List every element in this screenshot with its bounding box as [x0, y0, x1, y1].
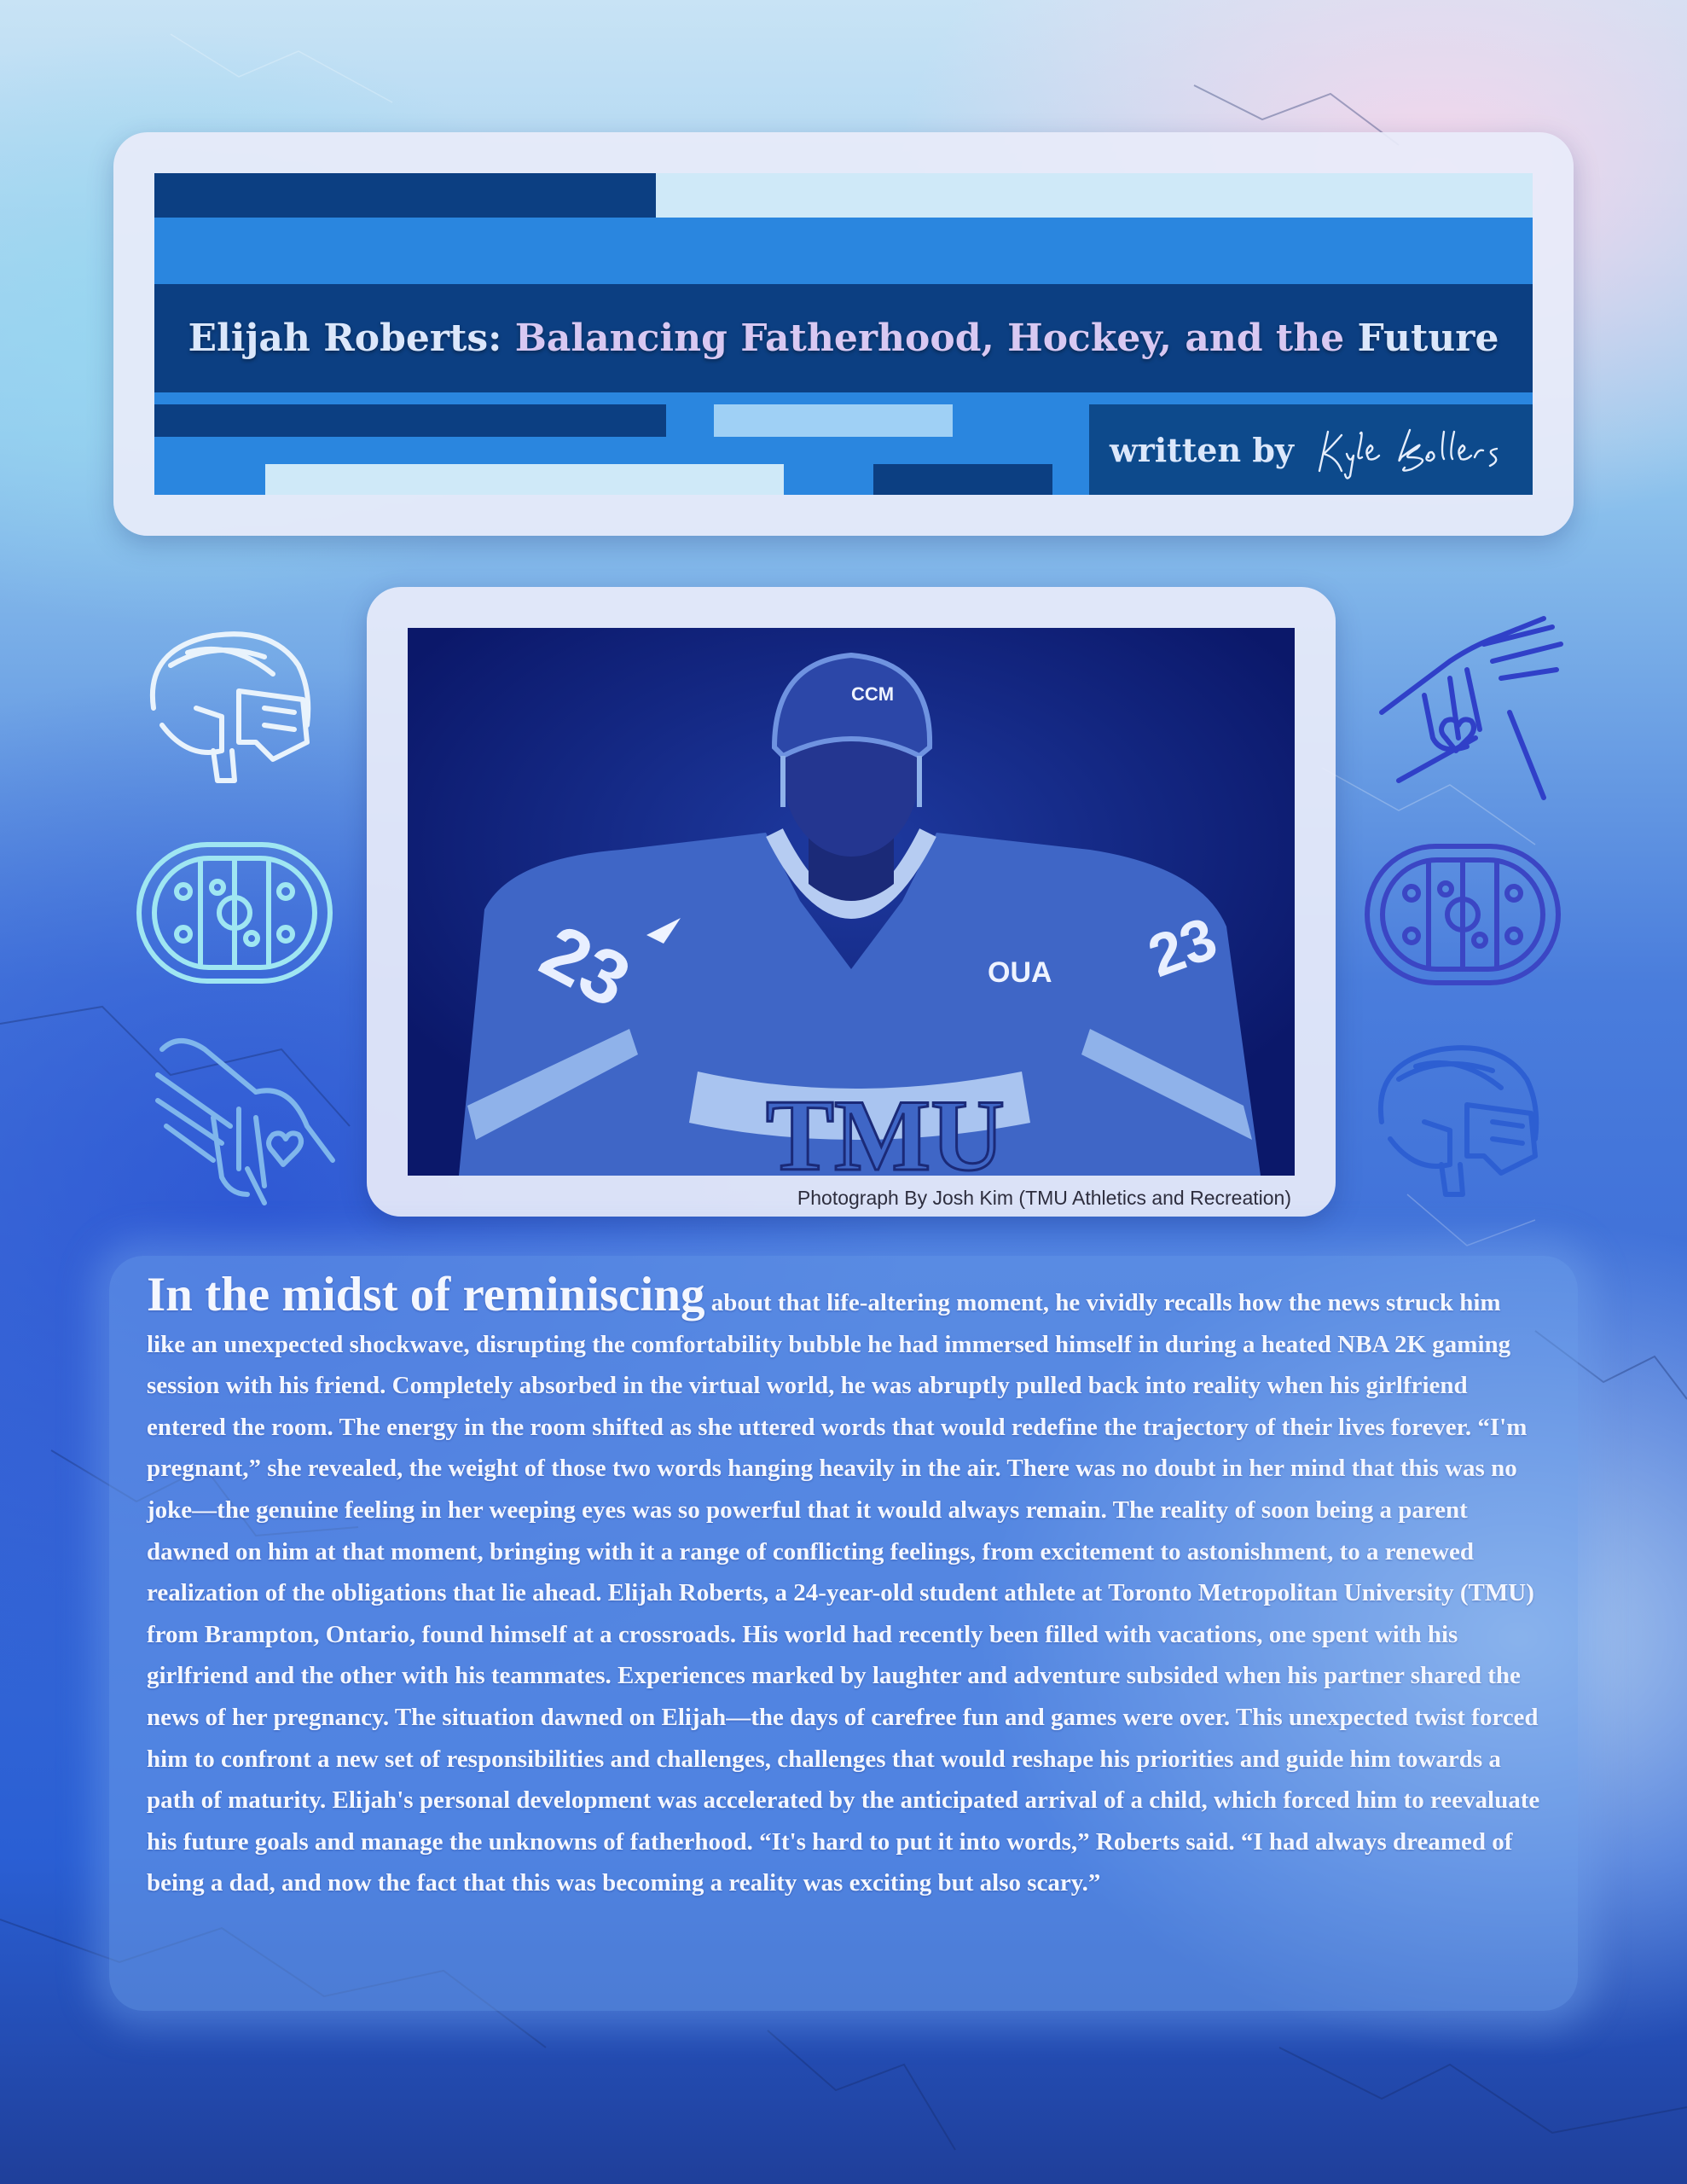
player-photo [408, 628, 1295, 1176]
title-banner [154, 173, 1533, 495]
banner-bar [714, 404, 953, 437]
article-lead-in: In the midst of reminiscing [147, 1268, 705, 1321]
article-paragraph: about that life-altering moment, he vividly recalls how the news struck him like an unexpected shockwave, disrupting the comfortability bubble he had immersed himself in during a heated NBA 2K gaming session with his friend. Completely absorbed in the virtual world, he was abruptly pulled back into reality when his girlfriend entered the room. The energy in the room shifted as she uttered words that would redefine the trajectory of their lives forever. “I'm pregnant,” she revealed, the weight of those two words hanging heavily in the air. There was no doubt in her mind that this was no joke—the genuine feeling in her weeping eyes was so powerful that it would always remain. The reality of soon being a parent dawned on him at that moment, bringing with it a range of conflicting feelings, from excitement to astonishment, to a renewed realization of the obligations that lie ahead. Elijah Roberts, a 24-year-old student athlete at Toronto Metropolitan University (TMU) from Brampton, Ontario, found himself at a crossroads. His world had recently been filled with vacations, one spent with his girlfriend and the other with his teammates. Experiences marked by laughter and adventure subsided when his partner shared the news of her pregnancy. The situation dawned on Elijah—the days of carefree fun and games were over. This unexpected twist forced him to confront a new set of responsibilities and challenges, challenges that would reshape his priorities and guide him towards a path of maturity. Elijah's personal development was accelerated by the anticipated arrival of a child, which forced him to reevaluate his future goals and manage the unknowns of fatherhood. “It's hard to put it into words,” Roberts said. “I had always dreamed of being a dad, and now the fact that this was becoming a reality was exciting but also scary.” [147, 1289, 1540, 1897]
hockey-rink-icon [1360, 829, 1565, 1000]
title-panel [113, 132, 1574, 536]
article-body [147, 1268, 1542, 1904]
hockey-helmet-icon [136, 614, 333, 793]
title-end: Future [1357, 317, 1499, 360]
helping-hands-heart-icon [145, 1024, 341, 1211]
jersey-crest: TMU [766, 1078, 1005, 1176]
banner-bar [656, 173, 1533, 218]
hockey-helmet-icon [1365, 1028, 1561, 1207]
photo-panel [367, 587, 1336, 1217]
helping-hands-heart-icon [1373, 610, 1569, 806]
banner-bar [154, 173, 656, 218]
jersey-patch: OUA [988, 956, 1052, 989]
banner-bar [154, 404, 666, 437]
photo-caption: Photograph By Josh Kim (TMU Athletics and Recreation) [797, 1187, 1291, 1209]
hockey-player-illustration [408, 628, 1295, 1176]
jersey-number-right: 23 [1139, 904, 1226, 990]
title-prefix: Elijah Roberts: [188, 317, 515, 360]
hockey-rink-icon [132, 828, 337, 998]
jersey-number-left: 23 [527, 909, 643, 1025]
byline [1089, 404, 1533, 495]
helmet-brand: CCM [851, 683, 895, 705]
byline-label: written by [1110, 430, 1294, 469]
author-signature [1316, 420, 1512, 479]
article-title [154, 284, 1533, 392]
banner-bar [265, 464, 784, 495]
title-main: Balancing Fatherhood, Hockey, and the [514, 317, 1358, 360]
banner-bar [873, 464, 1052, 495]
